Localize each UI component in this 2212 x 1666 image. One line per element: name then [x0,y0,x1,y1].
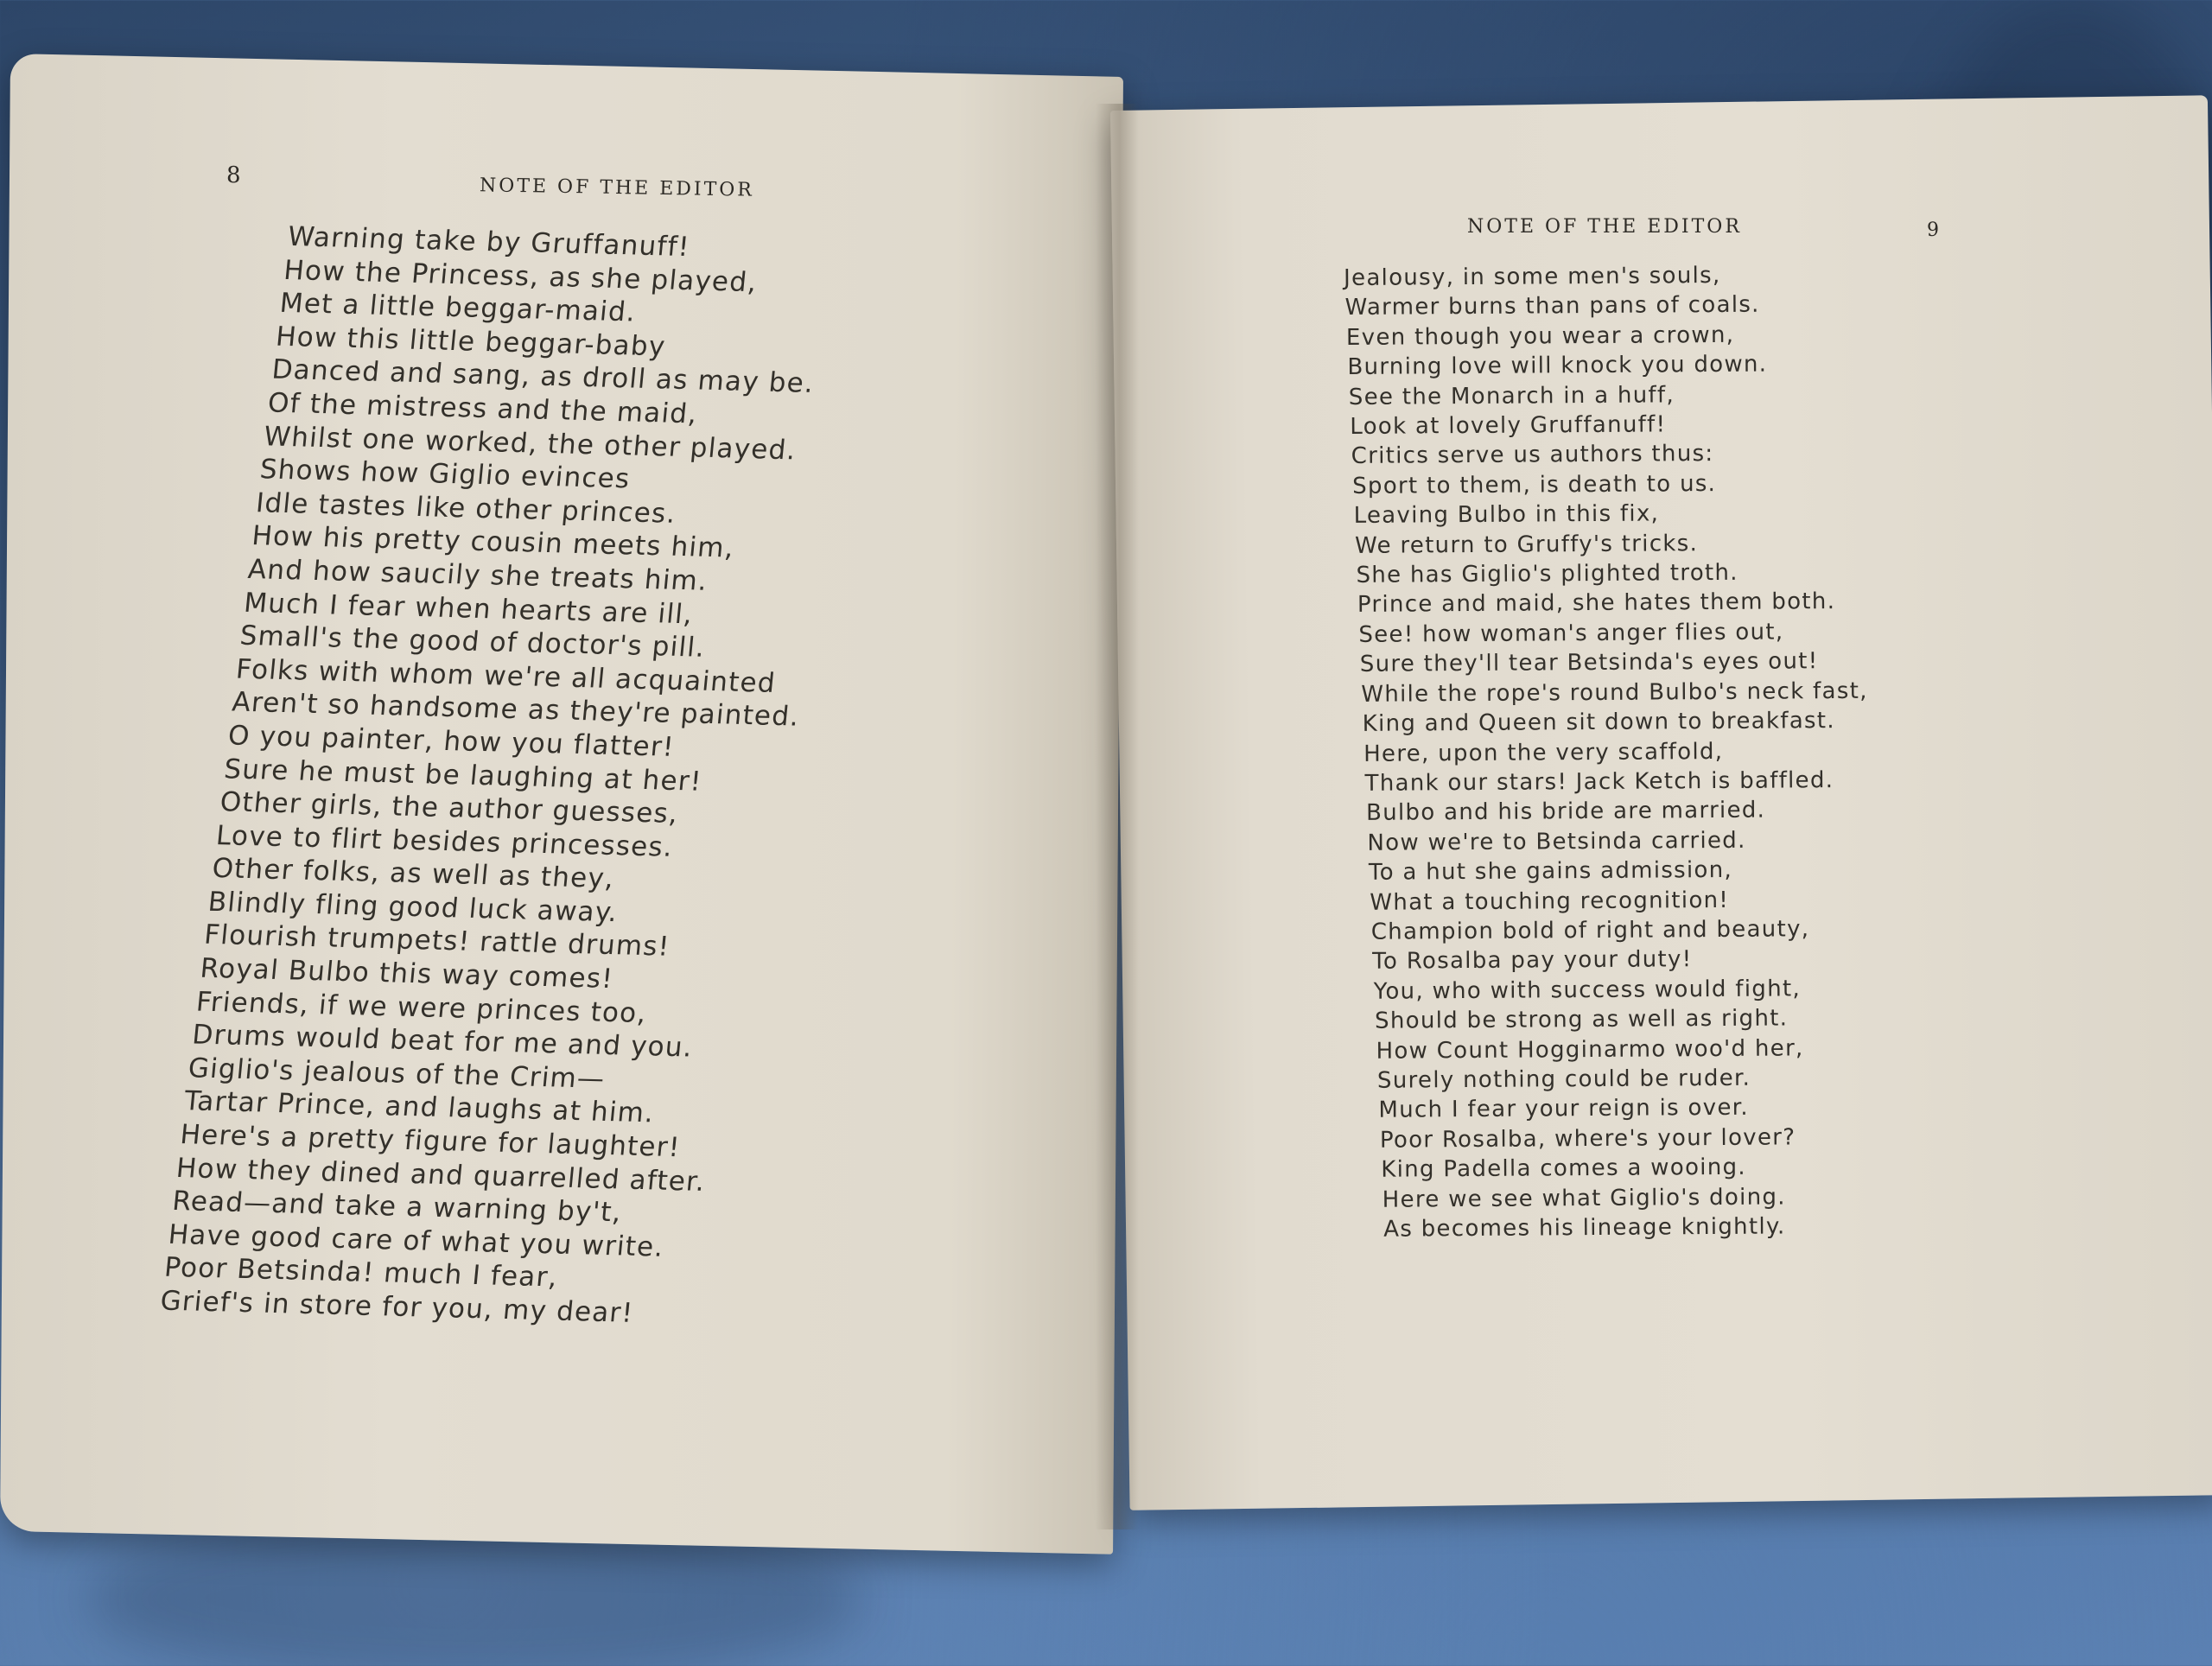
verse-line: Much I fear when hearts are ill, [242,587,695,630]
verse-line: How the Princess, as she played, [282,254,759,298]
verse-line: Thank our stars! Jack Ketch is baffled. [1364,766,1834,797]
verse-line: To a hut she gains admission, [1368,857,1733,886]
verse-line: Now we're to Betsinda carried. [1367,827,1746,856]
verse-line: Met a little beggar-maid. [278,287,638,328]
verse-line: Surely nothing could be ruder. [1376,1065,1751,1094]
verse-line: Tartar Prince, and laughs at him. [182,1085,656,1129]
verse-line: Other folks, as well as they, [210,853,616,895]
verse-line: Have good care of what you write. [167,1218,666,1263]
verse-line: Of the mistress and the maid, [266,387,700,430]
verse-line: You, who with success would fight, [1373,976,1802,1005]
verse-line: We return to Gruffy's tricks. [1354,530,1699,559]
right-page-number: 9 [1927,219,1939,241]
verse-line: Love to flirt besides princesses. [214,819,675,863]
verse-line: Sure he must be laughing at her! [222,753,704,798]
verse-line: See! how woman's anger flies out, [1358,619,1784,648]
verse-line: Burning love will knock you down. [1347,351,1768,381]
verse-line: Warmer burns than pans of coals. [1344,292,1760,321]
verse-line: While the rope's round Bulbo's neck fast, [1361,677,1868,708]
verse-line: Bulbo and his bride are married. [1365,797,1766,827]
verse-line: She has Giglio's plighted troth. [1356,559,1738,588]
verse-line: Here we see what Giglio's doing. [1382,1184,1786,1213]
verse-line: Sure they'll tear Betsinda's eyes out! [1359,648,1819,678]
verse-line: Giglio's jealous of the Crim— [187,1052,607,1095]
verse-line: Whilst one worked, the other played. [262,420,798,466]
verse-line: Idle tastes like other princes. [254,486,678,530]
verse-line: O you painter, how you flatter! [226,720,677,763]
verse-line: How Count Hogginarmo woo'd her, [1376,1034,1804,1065]
left-running-head: NOTE OF THE EDITOR [479,175,755,201]
verse-line: Even though you wear a crown, [1345,321,1735,351]
verse-line: Read—and take a warning by't, [170,1186,624,1229]
verse-line: See the Monarch in a huff, [1348,381,1675,410]
verse-line: Royal Bulbo this way comes! [199,952,615,995]
book-gutter [1096,104,1139,1529]
verse-line: Jealousy, in some men's souls, [1344,262,1721,291]
verse-line: Small's the good of doctor's pill. [238,620,707,664]
verse-line: Folks with whom we're all acquainted [234,653,778,699]
verse-line: Shows how Giglio evinces [258,454,632,495]
verse-line: Poor Rosalba, where's your lover? [1379,1124,1796,1154]
verse-line: Blindly fling good luck away. [207,886,620,929]
verse-line: Champion bold of right and beauty, [1370,916,1810,945]
verse-line: How they dined and quarrelled after. [175,1152,708,1198]
verse-line: As becomes his lineage knightly. [1383,1213,1786,1243]
verse-line: Other girls, the author guesses, [219,786,680,830]
verse-line: Danced and sang, as droll as may be. [270,353,816,400]
verse-line: Should be strong as well as right. [1375,1005,1789,1034]
verse-line: Grief's in store for you, my dear! [158,1285,635,1329]
verse-line: Leaving Bulbo in this fix, [1353,500,1660,530]
verse-line: Aren't so handsome as they're painted. [230,686,801,733]
verse-line: Here, upon the very scaffold, [1363,738,1724,767]
verse-line: Prince and maid, she hates them both. [1357,588,1836,619]
verse-line: Drums would beat for me and you. [190,1019,695,1064]
verse-line: How this little beggar-baby [274,321,668,363]
verse-line: Friends, if we were princes too, [194,986,649,1029]
verse-line: Poor Betsinda! much I fear, [162,1252,560,1294]
verse-line: What a touching recognition! [1370,887,1730,916]
right-verse-lines [1344,260,1872,1245]
verse-line: How his pretty cousin meets him, [250,520,736,564]
verse-line: Warning take by Gruffanuff! [286,220,692,264]
verse-line: King and Queen sit down to breakfast. [1362,708,1836,737]
verse-line: Much I fear your reign is over. [1378,1095,1749,1124]
right-running-head: NOTE OF THE EDITOR [1467,216,1742,238]
left-page-number: 8 [226,162,241,188]
verse-line: Here's a pretty figure for laughter! [179,1119,683,1164]
verse-line: King Padella comes a wooing. [1381,1154,1747,1183]
verse-line: And how saucily she treats him. [246,553,709,597]
verse-line: Critics serve us authors thus: [1351,441,1714,470]
verse-line: Sport to them, is death to us. [1352,470,1717,499]
verse-line: Flourish trumpets! rattle drums! [202,919,671,963]
left-verse-lines [158,220,846,1333]
verse-line: To Rosalba pay your duty! [1372,946,1693,976]
verse-line: Look at lovely Gruffanuff! [1350,411,1667,440]
